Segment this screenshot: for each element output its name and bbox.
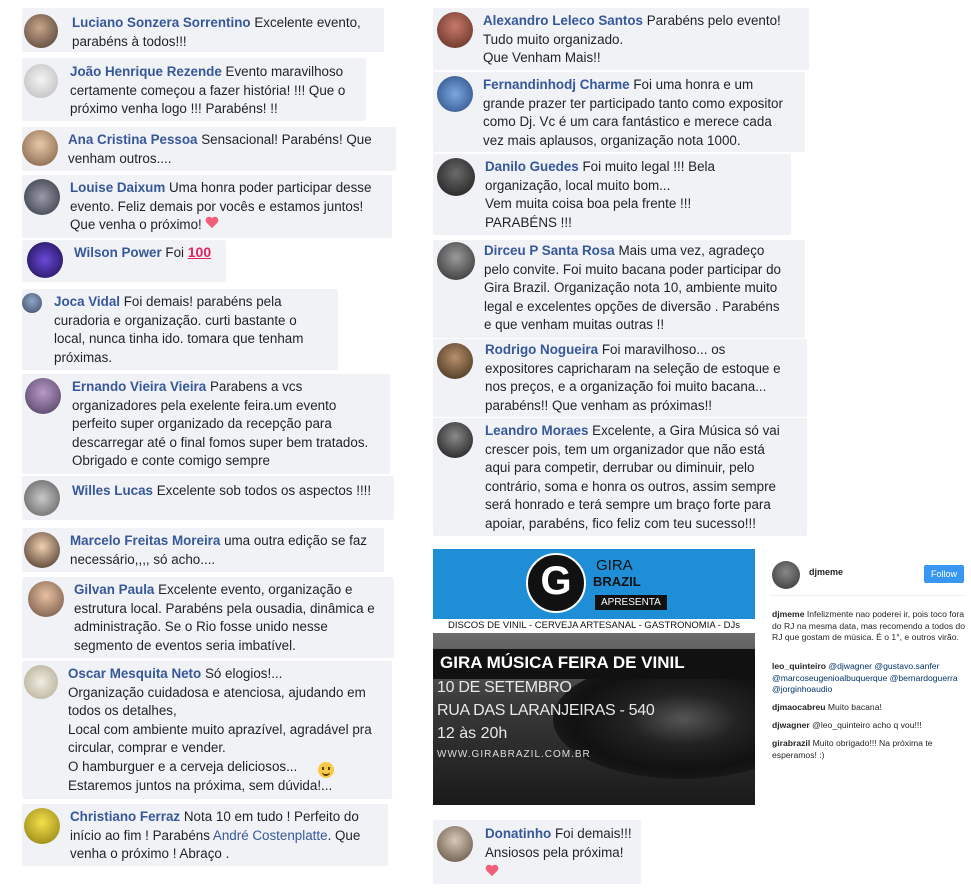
instagram-comment-text[interactable]: @djwagner @gustavo.sanfer @marcoseugenioalbuquerque @bernardoguerra @jorginhoaudio: [772, 661, 958, 694]
heart-emoji-icon: [485, 865, 499, 878]
commenter-name[interactable]: Alexandro Leleco Santos: [483, 13, 643, 28]
comment-bubble: [22, 58, 366, 121]
avatar[interactable]: [24, 665, 58, 699]
instagram-comment-user[interactable]: djmaocabreu: [772, 702, 826, 712]
instagram-comment-text: Muito bacana!: [827, 702, 882, 712]
instagram-comment: [772, 702, 967, 714]
commenter-name[interactable]: Oscar Mesquita Neto: [68, 666, 202, 681]
avatar[interactable]: [437, 76, 473, 112]
poster-site: WWW.GIRABRAZIL.COM.BR: [437, 749, 591, 760]
avatar[interactable]: [24, 179, 60, 215]
commenter-name[interactable]: Wilson Power: [74, 245, 162, 260]
avatar[interactable]: [22, 293, 42, 313]
poster-brand-top: GIRA: [596, 557, 633, 574]
comment-bubble: [433, 240, 805, 338]
instagram-comment-text: Infelizmente nao poderei ir, pois toco fora do RJ na mesma data, mas recomendo a todos do RJ que gostam de música. É o 1°, e outros virão.: [772, 609, 965, 642]
avatar[interactable]: [772, 561, 800, 589]
smiley-emoji-icon: [318, 762, 334, 778]
avatar[interactable]: [437, 158, 475, 196]
instagram-panel: [760, 549, 971, 805]
poster-time: 12 às 20h: [437, 725, 508, 742]
comment-bubble: [22, 476, 394, 520]
comment-bubble: [22, 804, 388, 866]
commenter-name[interactable]: Christiano Ferraz: [70, 809, 181, 824]
instagram-comment: [772, 720, 967, 732]
instagram-comment-user[interactable]: leo_quinteiro: [772, 661, 826, 671]
divider: [770, 595, 965, 596]
poster-address: RUA DAS LARANJEIRAS - 540: [437, 702, 655, 719]
commenter-name[interactable]: Gilvan Paula: [74, 582, 155, 597]
comment-text: Uma honra poder participar desse evento. Feliz demais por vocês e estamos juntos! Que venha o próximo!: [70, 180, 372, 233]
commenter-name[interactable]: Ana Cristina Pessoa: [68, 132, 198, 147]
instagram-username[interactable]: djmeme: [809, 567, 844, 577]
avatar[interactable]: [22, 130, 58, 166]
commenter-name[interactable]: Louise Daixum: [70, 180, 166, 195]
mention-link[interactable]: André Costenplatte: [212, 827, 328, 843]
poster-brand-bottom: BRAZIL: [593, 574, 641, 589]
avatar[interactable]: [24, 808, 60, 844]
avatar[interactable]: [24, 480, 60, 516]
instagram-comment: [772, 609, 967, 644]
hundred-points-icon: 100: [187, 244, 212, 260]
avatar[interactable]: [27, 242, 63, 278]
comment-bubble: [433, 820, 641, 884]
avatar[interactable]: [437, 12, 473, 48]
comment-bubble: [22, 8, 384, 52]
comment-text: Excelente evento, organização e estrutura local. Parabéns pela ousadia, dinâmica e administração. Se o Rio fosse unido nesse segmento de eventos seria imbatível.: [74, 582, 375, 653]
comment-text: . Que venha o próximo ! Abraço .: [70, 827, 361, 862]
comment-text: Foi maravilhoso... os expositores capricharam na seleção de estoque e nos preços, e a organização foi muito bacana... parabéns!! Que venham as próximas!!: [485, 342, 781, 413]
comment-text: uma outra edição se faz necessário,,,, só acho....: [70, 533, 367, 567]
comment-text: Excelente evento, parabéns à todos!!!: [72, 15, 361, 49]
avatar[interactable]: [437, 343, 473, 379]
comment-text: Nota 10 em tudo ! Perfeito do início ao fim ! Parabéns: [70, 809, 359, 843]
event-poster-image: [433, 549, 755, 805]
comment-text: Mais uma vez, agradeço pelo convite. Foi muito bacana poder participar do Gira Brazil. Organização nota 10, ambiente muito legal e excelentes opções de diversão . Parabéns e que venham muitas outras !!: [484, 243, 782, 333]
avatar[interactable]: [437, 422, 473, 458]
instagram-comment-user[interactable]: djwagner: [772, 720, 810, 730]
comment-text: Parabens a vcs organizadores pela exelente feira.um evento perfeito super organizado da recepção para descarregar até o final fomos super bem tratados. Obrigado e conte comigo sempre: [72, 379, 369, 469]
commenter-name[interactable]: Rodrigo Nogueira: [485, 342, 599, 357]
comment-text: Foi demais!!! Ansiosos pela próxima!: [485, 826, 632, 860]
instagram-comment: [772, 661, 967, 696]
poster-strip: DISCOS DE VINIL - CERVEJA ARTESANAL - GASTRONOMIA - DJs: [433, 619, 755, 633]
instagram-comment: [772, 738, 967, 761]
follow-button[interactable]: Follow: [924, 565, 964, 583]
comment-text: Excelente sob todos os aspectos !!!!: [156, 483, 372, 498]
instagram-comment-text: @leo_quinteiro acho q vou!!!: [812, 720, 922, 730]
comment-bubble: [433, 8, 809, 70]
commenter-name[interactable]: Ernando Vieira Vieira: [72, 379, 207, 394]
instagram-comment-text: Muito obrigado!!! Na próxima te esperamos! :): [772, 738, 933, 760]
comment-bubble: [22, 240, 226, 282]
instagram-comment-user[interactable]: djmeme: [772, 609, 805, 619]
comment-bubble: [433, 154, 791, 235]
avatar[interactable]: [24, 532, 60, 568]
avatar[interactable]: [24, 14, 58, 48]
commenter-name[interactable]: Joca Vidal: [54, 294, 120, 309]
comment-bubble: [22, 175, 392, 238]
commenter-name[interactable]: Donatinho: [485, 826, 552, 841]
commenter-name[interactable]: Willes Lucas: [72, 483, 153, 498]
comment-bubble: [22, 577, 394, 658]
comment-text: Parabéns pelo evento! Tudo muito organizado. Que Venham Mais!!: [483, 13, 781, 66]
comment-text: Foi muito legal !!! Bela organização, local muito bom... Vem muita coisa boa pela frente !!! PARABÉNS !!!: [485, 159, 715, 230]
poster-presents: APRESENTA: [595, 595, 667, 610]
comment-text: Excelente, a Gira Música só vai crescer pois, tem um organizador que não está aqui para competir, derrubar ou diminuir, pelo contrário, soma e honra os outros, assim sempre será honrado e terá sempre um braço forte para apoiar, parabéns, fico feliz com teu sucesso!!!: [485, 423, 780, 531]
avatar[interactable]: [28, 581, 64, 617]
comment-bubble: [22, 289, 338, 370]
comment-bubble: [22, 127, 396, 171]
commenter-name[interactable]: Fernandinhodj Charme: [483, 77, 630, 92]
comment-bubble: [433, 72, 805, 152]
avatar[interactable]: [24, 64, 58, 98]
comment-bubble: [22, 661, 392, 799]
avatar[interactable]: [25, 378, 61, 414]
commenter-name[interactable]: Marcelo Freitas Moreira: [70, 533, 221, 548]
comment-text: Foi uma honra e um grande prazer ter participado tanto como expositor como Dj. Vc é um cara fantástico e merece cada vez mais aplausos, organização nota 1000.: [483, 77, 783, 148]
comment-bubble: [433, 418, 807, 536]
poster-date: 10 DE SETEMBRO: [437, 679, 572, 696]
comment-bubble: [22, 528, 384, 572]
commenter-name[interactable]: Luciano Sonzera Sorrentino: [72, 15, 251, 30]
poster-title: GIRA MÚSICA FEIRA DE VINIL: [440, 653, 685, 672]
comment-text: Foi demais! parabéns pela curadoria e organização. curti bastante o local, nunca tinha ido. tomara que tenham próximas.: [54, 294, 304, 365]
comment-bubble: [22, 374, 390, 474]
comment-text: Sensacional! Parabéns! Que venham outros....: [68, 132, 372, 166]
commenter-name[interactable]: Leandro Moraes: [485, 423, 589, 438]
commenter-name[interactable]: Dirceu P Santa Rosa: [484, 243, 615, 258]
heart-emoji-icon: [205, 217, 219, 230]
commenter-name[interactable]: João Henrique Rezende: [70, 64, 222, 79]
comment-bubble: [433, 339, 807, 417]
avatar[interactable]: [437, 826, 473, 862]
commenter-name[interactable]: Danilo Guedes: [485, 159, 579, 174]
instagram-comment-user[interactable]: girabrazil: [772, 738, 811, 748]
comment-text: Só elogios!... Organização cuidadosa e atenciosa, ajudando em todos os detalhes, Local com ambiente muito aprazível, agradável pra circular, comprar e vender. O hamburguer e a cerveja deliciosos... Estaremos juntos na próxima, sem dúvida!...: [68, 666, 372, 793]
comment-text: Foi: [165, 245, 185, 260]
gira-brazil-logo-icon: G: [526, 553, 586, 613]
avatar[interactable]: [437, 242, 475, 280]
comment-text: Evento maravilhoso certamente começou a fazer história! !!! Que o próximo venha logo !!! Parabéns! !!: [70, 64, 346, 117]
